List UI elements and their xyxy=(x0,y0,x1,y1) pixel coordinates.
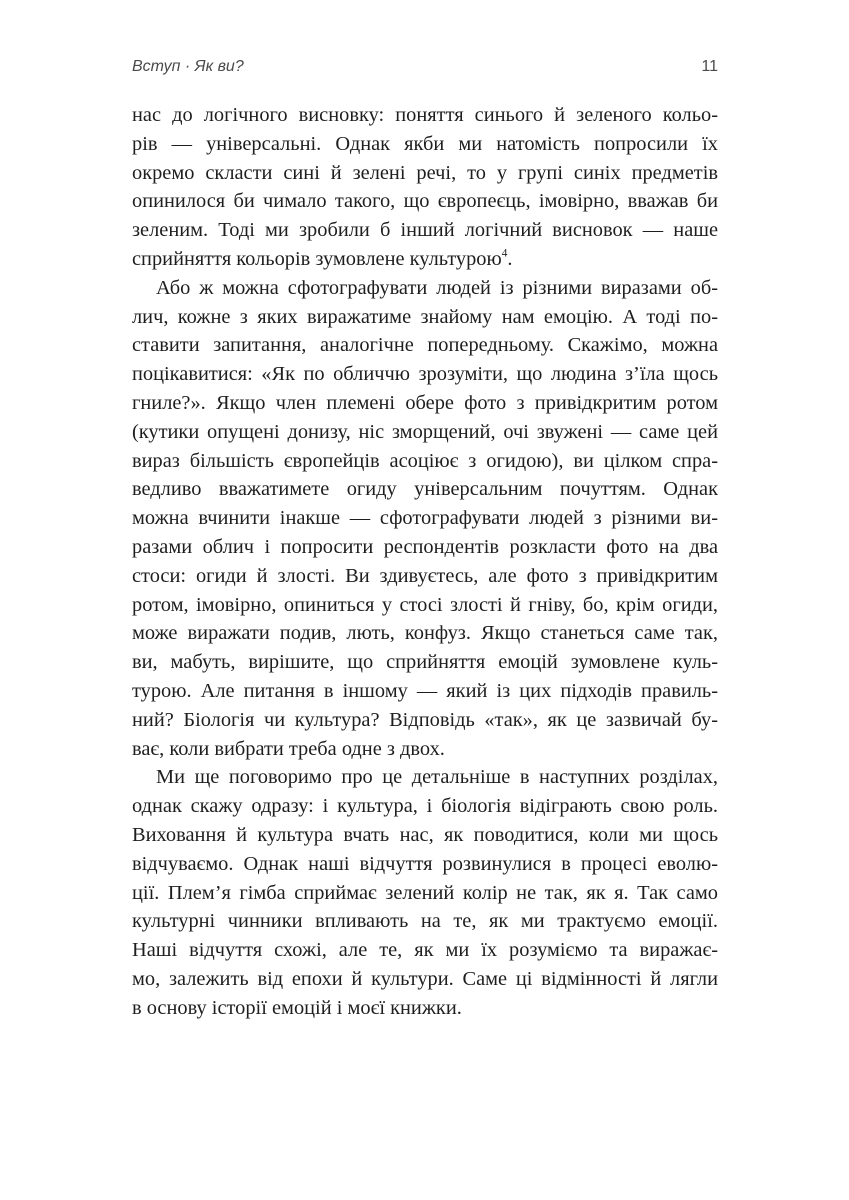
text-line: ції. Плем’я гімба сприймає зелений колір не так, як я. Так само xyxy=(132,881,718,904)
text-line: однак скажу одразу: і культура, і біологія відіграють свою роль. xyxy=(132,795,718,818)
text-line: окремо скласти сині й зелені речі, то у групі синіх предметів xyxy=(132,161,718,184)
text-line: рів — універсальні. Однак якби ми натомість попросили їх xyxy=(132,132,718,155)
text-segment: сприйняття кольорів зумовлене культурою xyxy=(132,247,502,270)
text-line: ває, коли вибрати треба одне з двох. xyxy=(132,737,445,760)
text-line: разами облич і попросити респондентів розкласти фото на два xyxy=(132,535,718,558)
text-line: Виховання й культура вчать нас, як поводитися, коли ми щось xyxy=(132,823,718,846)
text-line: (кутики опущені донизу, ніс зморщений, очі звужені — саме цей xyxy=(132,420,718,443)
text-segment: . xyxy=(507,247,513,270)
text-line: мо, залежить від епохи й культури. Саме ці відмінності й лягли xyxy=(132,967,718,990)
text-line: вираз більшість європейців асоціює з огидою), ви цілком спра- xyxy=(132,449,718,472)
text-line: може виражати подив, лють, конфуз. Якщо станеться саме так, xyxy=(132,622,718,645)
text-line: опинилося би чимало такого, що європеєць, імовірно, вважав би xyxy=(132,190,718,213)
text-line: турою. Але питання в іншому — який із цих підходів правиль- xyxy=(132,679,718,702)
text-line: ведливо вважатимете огиду універсальним почуттям. Однак xyxy=(132,478,718,501)
footnote-ref[interactable]: 4 xyxy=(501,247,508,260)
paragraph-1 xyxy=(132,101,718,274)
text-line: стоси: огиди й злості. Ви здивуєтесь, але фото з привідкритим xyxy=(132,564,718,587)
text-line: відчуваємо. Однак наші відчуття розвинулися в процесі еволю- xyxy=(132,852,718,875)
text-line: культурні чинники впливають на те, як ми трактуємо емоції. xyxy=(132,910,718,933)
text-line: Або ж можна сфотографувати людей із різними виразами об- xyxy=(156,276,718,299)
text-line: зеленим. Тоді ми зробили б інший логічний висновок — наше xyxy=(132,219,718,242)
text-line: ви, мабуть, вирішите, що сприйняття емоцій зумовлене куль- xyxy=(132,651,718,674)
text-line: Наші відчуття схожі, але те, як ми їх розуміємо та виражає- xyxy=(132,939,718,962)
text-line: Ми ще поговоримо про це детальніше в наступних розділах, xyxy=(156,766,718,789)
text-line: в основу історії емоцій і моєї книжки. xyxy=(132,996,462,1019)
text-line: гниле?». Якщо член племені обере фото з привідкритим ротом xyxy=(132,391,718,414)
page-header xyxy=(132,58,718,82)
text-line: лич, кожне з яких виражатиме знайому нам емоцію. А тоді по- xyxy=(132,305,718,328)
text-line xyxy=(132,245,718,274)
body-text xyxy=(132,101,718,1023)
page-number: 11 xyxy=(701,58,718,75)
text-line: нас до логічного висновку: поняття синього й зеленого кольо- xyxy=(132,104,718,126)
text-line: поцікавитися: «Як по обличчю зрозуміти, що людина з’їла щось xyxy=(132,363,718,386)
text-line: ротом, імовірно, опиниться у стосі злості й гніву, бо, крім огиди, xyxy=(132,593,718,616)
paragraph-2 xyxy=(132,274,718,764)
text-line: ний? Біологія чи культура? Відповідь «так», як це зазвичай бу- xyxy=(132,708,718,731)
text-line: можна вчинити інакше — сфотографувати людей з різними ви- xyxy=(132,507,718,530)
text-line: ставити запитання, аналогічне попередньому. Скажімо, можна xyxy=(132,334,718,357)
running-head: Вступ · Як ви? xyxy=(132,58,244,75)
paragraph-3 xyxy=(132,763,718,1022)
